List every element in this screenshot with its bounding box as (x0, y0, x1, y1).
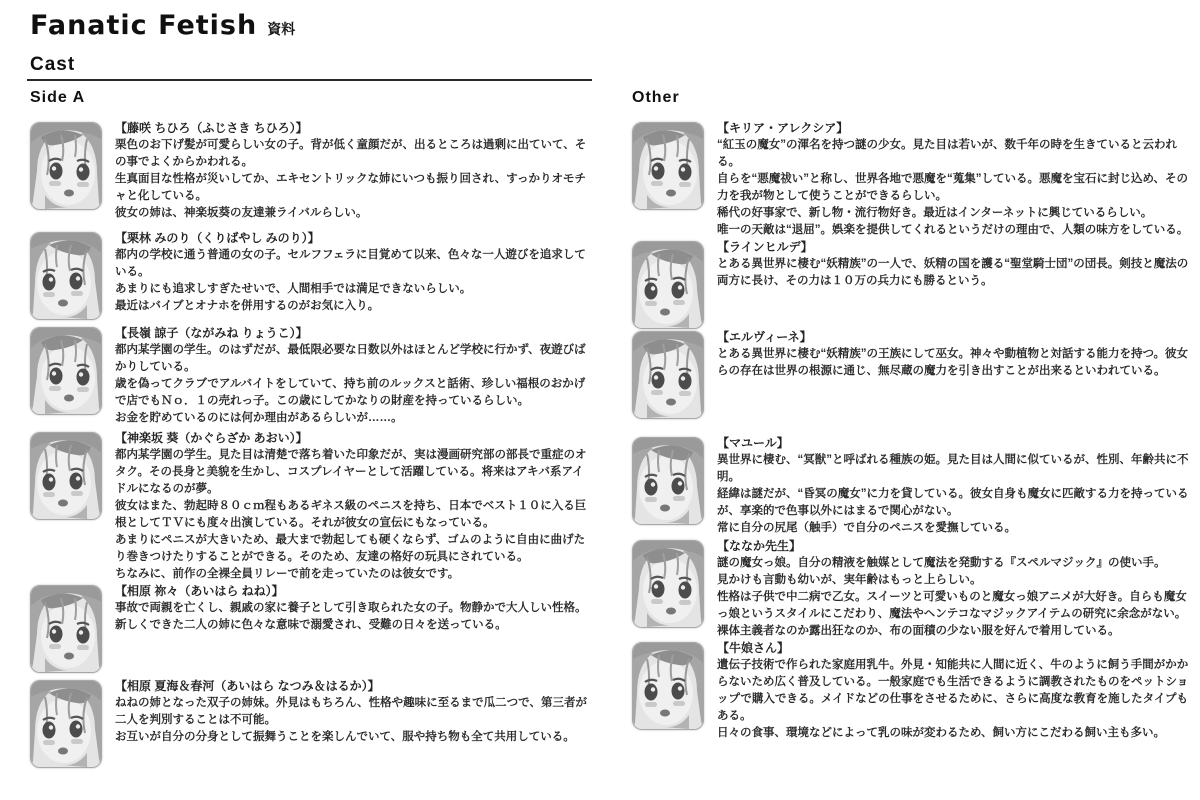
portrait-sketch (31, 433, 101, 519)
description-line: 遺伝子技術で作られた家庭用乳牛。外見・知能共に人間に近く、牛のように飼う手間がかからないため広く普及している。一般家庭でも生活できるように調教されたものをペットショップで購入できる。メイドなどの仕事をさせるために、さらに高度な教育を施したタイプもある。 (717, 659, 1189, 722)
character-info (115, 678, 592, 746)
description-line: とある異世界に棲む“妖精族”の王族にして巫女。神々や動植物と対話する能力を持つ。彼女らの存在は世界の根源に通じ、無尽蔵の魔力を引き出すことが出来るといわれている。 (717, 348, 1189, 377)
character-portrait (30, 432, 102, 520)
character-info (717, 538, 1195, 640)
description-line: 都内の学校に通う普通の女の子。セルフフェラに目覚めて以来、色々な一人遊びを追求している。 (115, 249, 586, 278)
portrait-sketch (633, 541, 703, 627)
portrait-sketch (633, 123, 703, 209)
character-portrait (30, 122, 102, 210)
character-entry (632, 329, 1195, 435)
character-name: 【相原 夏海＆春河（あいはら なつみ＆はるか）】 (115, 679, 380, 693)
character-portrait (632, 437, 704, 525)
character-entry (30, 120, 592, 230)
portrait-sketch (31, 328, 101, 414)
page-title: Fanatic Fetish (30, 10, 258, 41)
character-entry (30, 325, 592, 430)
character-name: 【牛娘さん】 (717, 641, 790, 655)
description-line: 最近はバイブとオナホを併用するのがお気に入り。 (115, 300, 380, 312)
character-info (717, 239, 1195, 290)
character-name: 【神楽坂 葵（かぐらざか あおい）】 (115, 431, 308, 445)
column-other (632, 88, 1195, 742)
character-description (115, 695, 592, 746)
character-entry (30, 678, 592, 768)
character-description (717, 452, 1195, 537)
description-line: 彼女はまた、勃起時８０ｃｍ程もあるギネス級のペニスを持ち、日本でベスト１０に入る巨根としてＴＶにも度々出演している。それが彼女の宣伝にもなっている。 (115, 500, 587, 529)
description-line: 都内某学園の学生。のはずだが、最低限必要な日数以外はほとんど学校に行かず、夜遊びばかりしている。 (115, 344, 586, 373)
description-line: 都内某学園の学生。見た目は清楚で落ち着いた印象だが、実は漫画研究部の部長で重症のオタク。その長身と美貌を生かし、コスプレイヤーとして活躍している。将来はアキバ系アイドルになるのが夢。 (115, 449, 587, 495)
character-list-other (632, 120, 1195, 742)
character-info (717, 120, 1195, 239)
character-info (717, 329, 1195, 380)
character-info (115, 230, 592, 315)
portrait-sketch (31, 233, 101, 319)
character-name: 【相原 祢々（あいはら ねね）】 (115, 584, 284, 598)
character-portrait (30, 585, 102, 673)
character-portrait (30, 232, 102, 320)
character-portrait (632, 642, 704, 730)
character-entry (30, 583, 592, 678)
character-entry (632, 538, 1195, 640)
column-heading-side-a: Side A (30, 89, 86, 106)
character-info (717, 640, 1195, 742)
description-line: 裸体主義者なのか露出狂なのか、布の面積の少ない服を好んで着用している。 (717, 625, 1120, 637)
character-info (115, 325, 592, 427)
character-info (115, 430, 592, 583)
character-entry (632, 120, 1195, 239)
description-line: お互いが自分の分身として振舞うことを楽しんでいて、服や持ち物も全て共用している。 (115, 731, 575, 743)
character-name: 【栗林 みのり（くりばやし みのり）】 (115, 231, 320, 245)
description-line: 自らを“悪魔祓い”と称し、世界各地で悪魔を“蒐集”している。悪魔を宝石に封じ込め、その力を我が物として使うことができるらしい。 (717, 173, 1189, 202)
character-description (115, 342, 592, 427)
character-description (115, 600, 592, 634)
description-line: とある異世界に棲む“妖精族”の一人で、妖精の国を護る“聖堂騎士団”の団長。剣技と魔法の両方に長け、その力は１０万の兵力にも勝るという。 (717, 258, 1189, 287)
character-entry (632, 435, 1195, 538)
description-line: 日々の食事、環境などによって乳の味が変わるため、飼い方にこだわる飼い主も多い。 (717, 727, 1166, 739)
character-description (717, 137, 1195, 239)
character-portrait (30, 680, 102, 768)
character-portrait (632, 540, 704, 628)
portrait-sketch (633, 643, 703, 729)
description-line: 歳を偽ってクラブでアルバイトをしていて、持ち前のルックスと話術、珍しい福根のおかげで店でもＮｏ．１の売れっ子。この歳にしてかなりの財産を持っているらしい。 (115, 378, 586, 407)
character-list-side-a (30, 120, 592, 768)
description-line: 栗色のお下げ髪が可愛らしい女の子。背が低く童顔だが、出るところは過剰に出ていて、その事でよくからかわれる。 (115, 139, 587, 168)
character-name: 【ななか先生】 (717, 539, 802, 553)
character-name: 【ラインヒルデ】 (717, 240, 813, 254)
description-line: “紅玉の魔女”の渾名を持つ謎の少女。見た目は若いが、数千年の時を生きていると云われる。 (717, 139, 1177, 168)
portrait-sketch (633, 332, 703, 418)
portrait-sketch (31, 123, 101, 209)
description-line: 事故で両親を亡くし、親戚の家に養子として引き取られた女の子。物静かで大人しい性格。 (115, 602, 587, 614)
description-line: 経緯は謎だが、“昏冥の魔女”に力を貸している。彼女自身も魔女に匹敵する力を持っているが、享楽的で色事以外にはまるで関心がない。 (717, 488, 1189, 517)
character-entry (30, 230, 592, 325)
section-divider (27, 79, 592, 81)
description-line: あまりにも追求しすぎたせいで、人間相手では満足できないらしい。 (115, 283, 472, 295)
character-description (717, 657, 1195, 742)
description-line: 彼女の姉は、神楽坂葵の友達兼ライバルらしい。 (115, 207, 368, 219)
character-description (717, 256, 1195, 290)
character-name: 【キリア・アレクシア】 (717, 121, 849, 135)
character-portrait (30, 327, 102, 415)
character-description (717, 346, 1195, 380)
description-line: 見かけも言動も幼いが、実年齢はもっと上らしい。 (717, 574, 982, 586)
character-entry (30, 430, 592, 583)
description-line: 新しくできた二人の姉に色々な意味で溺愛され、受難の日々を送っている。 (115, 619, 507, 631)
character-entry (632, 640, 1195, 742)
character-info (115, 120, 592, 222)
description-line: 生真面目な性格が災いしてか、エキセントリックな姉にいつも振り回され、すっかりオモチャと化している。 (115, 173, 587, 202)
character-description (115, 447, 592, 583)
portrait-sketch (633, 438, 703, 524)
character-name: 【マユール】 (717, 436, 789, 450)
page-subtitle: 資料 (267, 21, 296, 37)
character-entry (632, 239, 1195, 329)
description-line: 常に自分の尻尾（触手）で自分のペニスを愛撫している。 (717, 522, 1016, 534)
description-line: 稀代の好事家で、新し物・流行物好き。最近はインターネットに興じているらしい。 (717, 207, 1153, 219)
character-portrait (632, 122, 704, 210)
description-line: 謎の魔女っ娘。自分の精液を触媒として魔法を発動する『スペルマジック』の使い手。 (717, 557, 1166, 569)
character-description (115, 137, 592, 222)
description-line: 異世界に棲む、“冥獣”と呼ばれる種族の姫。見た目は人間に似ているが、性別、年齢共に不明。 (717, 454, 1189, 483)
portrait-sketch (633, 242, 703, 328)
description-line: ちなみに、前作の全裸全員リレーで前を走っていたのは彼女です。 (115, 568, 460, 580)
character-portrait (632, 241, 704, 329)
description-line: 唯一の天敵は“退屈”。娯楽を提供してくれるというだけの理由で、人類の味方をしている。 (717, 224, 1189, 236)
description-line: ねねの姉となった双子の姉妹。外見はもちろん、性格や趣味に至るまで瓜二つで、第三者が二人を判別することは不可能。 (115, 697, 587, 726)
page-header (30, 10, 295, 41)
character-info (717, 435, 1195, 537)
character-portrait (632, 331, 704, 419)
portrait-sketch (31, 586, 101, 672)
column-side-a (30, 88, 592, 768)
character-name: 【エルヴィーネ】 (717, 330, 812, 344)
character-name: 【長嶺 諒子（ながみね りょうこ）】 (115, 326, 308, 340)
portrait-sketch (31, 681, 101, 767)
column-heading-other: Other (632, 89, 680, 106)
character-description (717, 555, 1195, 640)
character-info (115, 583, 592, 634)
character-name: 【藤咲 ちひろ（ふじさき ちひろ）】 (115, 121, 308, 135)
section-heading-cast: Cast (30, 54, 76, 75)
character-description (115, 247, 592, 315)
description-line: 性格は子供で中二病で乙女。スイーツと可愛いものと魔女っ娘アニメが大好き。自らも魔女っ娘というスタイルにこだわり、魔法やヘンテコなマジックアイテムの研究に余念がない。 (717, 591, 1187, 620)
description-line: お金を貯めているのには何か理由があるらしいが……。 (115, 412, 403, 424)
description-line: あまりにペニスが大きいため、最大まで勃起しても硬くならず、ゴムのように自由に曲げたり巻きつけたりすることができる。そのため、友達の格好の玩具にされている。 (115, 534, 586, 563)
